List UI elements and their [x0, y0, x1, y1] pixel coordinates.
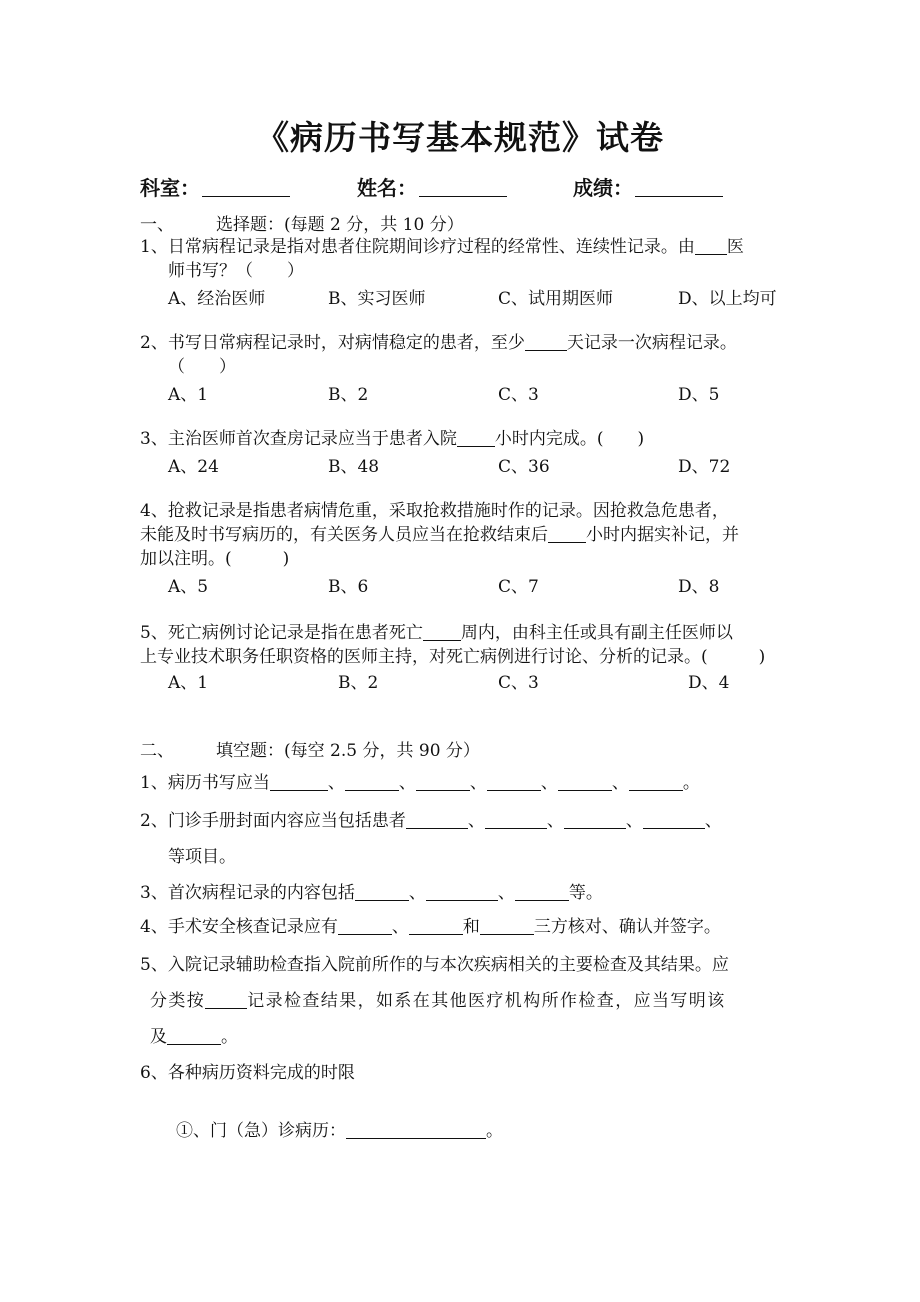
department-label: 科室：: [140, 176, 200, 200]
f6-item-1-blank[interactable]: [346, 1120, 486, 1139]
q2-line1: [140, 330, 737, 356]
f4-line: [140, 914, 721, 940]
f5-line3: [150, 1024, 238, 1050]
q4-line1: 4、抢救记录是指患者病情危重，采取抢救措施时作的记录。因抢救急危患者，: [140, 501, 729, 521]
q5-text-b: 周内，由科主任或具有副主任医师以: [460, 623, 733, 643]
q4-option-c[interactable]: C、7: [498, 577, 539, 597]
f3-line: [140, 880, 603, 906]
f3-end: 等。: [568, 883, 603, 903]
q2-text-b: 天记录一次病程记录。: [566, 333, 737, 353]
q1-line1: [140, 234, 744, 260]
q3-text-a: 3、主治医师首次查房记录应当于患者入院: [140, 429, 457, 449]
section-1-label: 选择题：(每题 2 分，共 10 分）: [216, 215, 464, 235]
f2-blank-1[interactable]: [406, 810, 468, 829]
f2-sep: 、: [546, 811, 564, 831]
f2-sep: 、: [704, 811, 722, 831]
department-blank[interactable]: [202, 176, 290, 197]
name-blank[interactable]: [419, 176, 507, 197]
q5-line2: 上专业技术职务任职资格的医师主持，对死亡病例进行讨论、分析的记录。( ): [140, 647, 766, 667]
q2-text-a: 2、书写日常病程记录时，对病情稳定的患者，至少: [140, 333, 525, 353]
q5-option-a[interactable]: A、1: [168, 673, 209, 693]
f3-sep: 、: [408, 883, 426, 903]
q3-line1: [140, 426, 644, 452]
q4-option-a[interactable]: A、5: [168, 577, 209, 597]
f1-line: [140, 770, 700, 796]
q4-text-a: 未能及时书写病历的，有关医务人员应当在抢救结束后: [140, 525, 548, 545]
f3-blank-1[interactable]: [355, 882, 409, 901]
f6-line: 6、各种病历资料完成的时限: [140, 1063, 355, 1083]
section-1-number: 一、: [140, 215, 174, 235]
q3-option-a[interactable]: A、24: [168, 457, 219, 477]
q1-text-a: 1、日常病程记录是指对患者住院期间诊疗过程的经常性、连续性记录。由: [140, 237, 695, 257]
q4-line3: 加以注明。( ): [140, 549, 290, 569]
score-field: [573, 172, 723, 201]
f1-blank-3[interactable]: [416, 772, 470, 791]
f5-line2: [150, 988, 726, 1014]
f1-sep: 、: [398, 773, 416, 793]
q1-text-b: 医: [726, 237, 744, 257]
q3-option-b[interactable]: B、48: [328, 457, 380, 477]
f2-line1: [140, 808, 722, 834]
f2-line2: 等项目。: [168, 847, 236, 867]
f1-blank-1[interactable]: [270, 772, 328, 791]
f6-item-1-end: 。: [486, 1121, 503, 1141]
q3-option-d[interactable]: D、72: [678, 457, 731, 477]
f5-text-d: 。: [221, 1027, 238, 1047]
f6-item-1: [176, 1118, 503, 1144]
section-2-number: 二、: [140, 741, 174, 761]
f5-blank-2[interactable]: [167, 1026, 221, 1045]
q2-option-b[interactable]: B、2: [328, 385, 369, 405]
name-field: [357, 172, 507, 201]
q5-option-c[interactable]: C、3: [498, 673, 539, 693]
f5-line1: 5、入院记录辅助检查指入院前所作的与本次疾病相关的主要检查及其结果。应: [140, 955, 729, 975]
f1-blank-2[interactable]: [345, 772, 399, 791]
f5-text-a: 分类按: [150, 991, 206, 1011]
q2-option-d[interactable]: D、5: [678, 385, 720, 405]
f4-blank-1[interactable]: [338, 916, 392, 935]
f3-sep: 、: [497, 883, 515, 903]
f5-text-b: 记录检查结果，如系在其他医疗机构所作检查，应当写明该: [247, 991, 726, 1011]
q1-option-a[interactable]: A、经治医师: [168, 289, 266, 309]
section-2-heading: [140, 736, 480, 761]
f2-sep: 、: [625, 811, 643, 831]
q2-blank[interactable]: [525, 332, 567, 351]
q5-option-b[interactable]: B、2: [338, 673, 379, 693]
score-label: 成绩：: [573, 176, 633, 200]
q3-option-c[interactable]: C、36: [498, 457, 550, 477]
f1-sep: 、: [469, 773, 487, 793]
f1-text: 1、病历书写应当: [140, 773, 270, 793]
f1-end: 。: [682, 773, 700, 793]
f5-blank-1[interactable]: [205, 990, 247, 1009]
f1-sep: 、: [540, 773, 558, 793]
q1-option-d[interactable]: D、以上均可: [678, 289, 777, 309]
f5-text-c: 及: [150, 1027, 167, 1047]
q4-blank[interactable]: [548, 524, 586, 543]
q4-option-d[interactable]: D、8: [678, 577, 720, 597]
q2-option-a[interactable]: A、1: [168, 385, 209, 405]
f4-blank-3[interactable]: [480, 916, 534, 935]
section-2-label: 填空题：(每空 2.5 分，共 90 分）: [216, 741, 480, 761]
f4-and: 和: [462, 917, 480, 937]
q1-line2: 师书写？（ ）: [168, 261, 304, 281]
q2-option-c[interactable]: C、3: [498, 385, 539, 405]
q5-text-a: 5、死亡病例讨论记录是指在患者死亡: [140, 623, 423, 643]
f3-text: 3、首次病程记录的内容包括: [140, 883, 355, 903]
q4-text-b: 小时内据实补记，并: [586, 525, 739, 545]
f4-text: 4、手术安全核查记录应有: [140, 917, 338, 937]
score-blank[interactable]: [635, 176, 723, 197]
f2-sep: 、: [467, 811, 485, 831]
q3-blank[interactable]: [457, 428, 495, 447]
f4-end: 三方核对、确认并签字。: [533, 917, 721, 937]
q5-line1: [140, 620, 733, 646]
f3-blank-3[interactable]: [515, 882, 569, 901]
f1-sep: 、: [327, 773, 345, 793]
f1-blank-6[interactable]: [629, 772, 683, 791]
q1-blank[interactable]: [695, 236, 727, 255]
q1-option-c[interactable]: C、试用期医师: [498, 289, 614, 309]
q5-blank[interactable]: [423, 622, 461, 641]
q3-text-b: 小时内完成。( ): [494, 429, 645, 449]
q4-option-b[interactable]: B、6: [328, 577, 369, 597]
f6-item-1-text: ①、门（急）诊病历：: [176, 1121, 346, 1141]
q2-line2: （ ）: [168, 357, 236, 377]
f2-blank-2[interactable]: [485, 810, 547, 829]
f2-blank-4[interactable]: [643, 810, 705, 829]
f4-sep: 、: [391, 917, 409, 937]
f2-text: 2、门诊手册封面内容应当包括患者: [140, 811, 406, 831]
q5-option-d[interactable]: D、4: [688, 673, 730, 693]
f4-blank-2[interactable]: [409, 916, 463, 935]
f1-blank-5[interactable]: [558, 772, 612, 791]
department-field: [140, 172, 290, 201]
q1-option-b[interactable]: B、实习医师: [328, 289, 426, 309]
f3-blank-2[interactable]: [426, 882, 498, 901]
q4-line2: [140, 522, 739, 548]
name-label: 姓名：: [357, 176, 417, 200]
f1-sep: 、: [611, 773, 629, 793]
section-1-heading: [140, 210, 464, 235]
f2-blank-3[interactable]: [564, 810, 626, 829]
f1-blank-4[interactable]: [487, 772, 541, 791]
exam-title: 《病历书写基本规范》试卷: [256, 118, 664, 157]
